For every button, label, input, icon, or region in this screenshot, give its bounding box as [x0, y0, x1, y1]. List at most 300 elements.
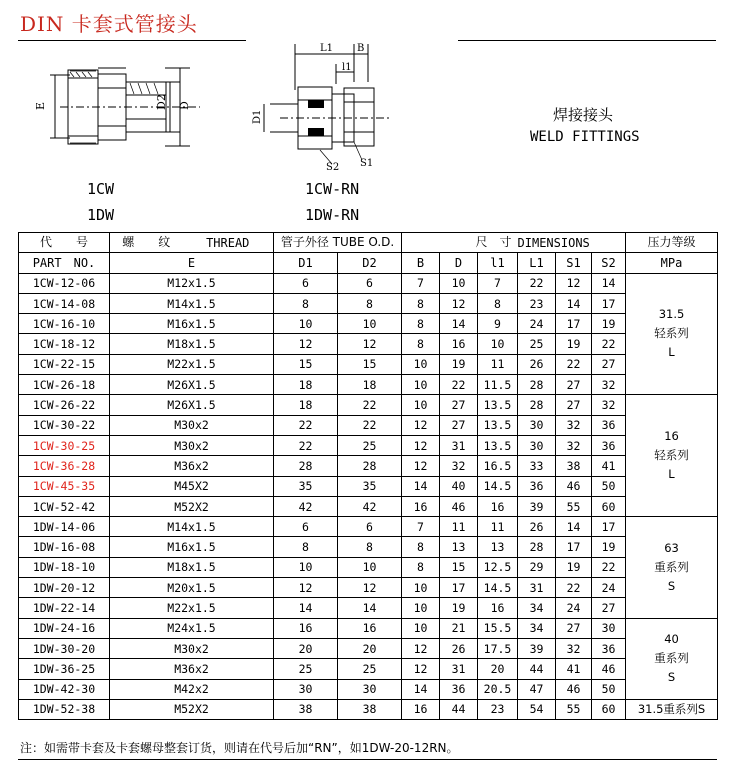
- cell-s1: 41: [556, 659, 592, 679]
- table-row: [19, 679, 718, 699]
- cell-d1: 30: [274, 679, 338, 699]
- cell-s2: 22: [592, 334, 626, 354]
- pressure-series: 轻系列: [654, 448, 689, 463]
- cell-l1: 44: [518, 659, 556, 679]
- cell-l1: 26: [518, 354, 556, 374]
- cell-thread: M16x1.5: [110, 537, 274, 557]
- cell-l1: 30: [518, 435, 556, 455]
- cell-l1s: 16: [478, 496, 518, 516]
- header-l1-small: l1: [478, 253, 518, 273]
- header-s1: S1: [556, 253, 592, 273]
- cell-s1: 32: [556, 415, 592, 435]
- dim-d1-label: D1: [252, 109, 263, 124]
- cell-s1: 55: [556, 699, 592, 719]
- cell-d: 15: [440, 557, 478, 577]
- cell-s2: 30: [592, 618, 626, 638]
- cell-d1: 18: [274, 375, 338, 395]
- cell-l1s: 10: [478, 334, 518, 354]
- cell-l1: 47: [518, 679, 556, 699]
- cell-s1: 12: [556, 273, 592, 293]
- cell-thread: M18x1.5: [110, 334, 274, 354]
- cell-part: 1CW-45-35: [19, 476, 110, 496]
- dim-b-label: B: [357, 43, 365, 54]
- table-row: [19, 314, 718, 334]
- cell-s1: 55: [556, 496, 592, 516]
- table-row: [19, 273, 718, 293]
- cell-l1: 26: [518, 517, 556, 537]
- cell-s1: 46: [556, 476, 592, 496]
- pressure-group-cell: [626, 273, 718, 395]
- cell-d2: 16: [338, 618, 402, 638]
- cell-part: 1DW-42-30: [19, 679, 110, 699]
- cell-l1s: 15.5: [478, 618, 518, 638]
- header-b: B: [402, 253, 440, 273]
- cell-s1: 14: [556, 517, 592, 537]
- cell-part: 1CW-18-12: [19, 334, 110, 354]
- cell-d2: 25: [338, 435, 402, 455]
- cell-thread: M30x2: [110, 415, 274, 435]
- header-dims-cn: 尺 寸: [402, 233, 518, 253]
- cell-d2: 25: [338, 659, 402, 679]
- cell-d2: 18: [338, 375, 402, 395]
- table-row: [19, 354, 718, 374]
- cell-thread: M18x1.5: [110, 557, 274, 577]
- pressure-mpa: 31.5重系列S: [637, 701, 706, 716]
- header-d1: D1: [274, 253, 338, 273]
- cell-d: 31: [440, 659, 478, 679]
- cell-l1: 33: [518, 456, 556, 476]
- cell-l1: 28: [518, 375, 556, 395]
- cell-s1: 27: [556, 395, 592, 415]
- cell-d: 19: [440, 598, 478, 618]
- table-row: [19, 699, 718, 719]
- header-s2: S2: [592, 253, 626, 273]
- header-part-no: PART NO.: [19, 253, 110, 273]
- cell-s1: 32: [556, 638, 592, 658]
- cell-thread: M24x1.5: [110, 618, 274, 638]
- cell-l1s: 8: [478, 293, 518, 313]
- dim-s2-label: S2: [326, 162, 340, 172]
- weld-fittings-en: WELD FITTINGS: [530, 129, 640, 145]
- pressure-group-cell: [626, 699, 718, 719]
- cell-l1: 25: [518, 334, 556, 354]
- pressure-series: 重系列: [654, 651, 689, 666]
- header-e: E: [110, 253, 274, 273]
- cell-d2: 12: [338, 578, 402, 598]
- cell-s1: 22: [556, 578, 592, 598]
- fitting-drawing-2: [250, 42, 400, 172]
- dim-d-label: D: [178, 101, 191, 110]
- weld-fittings-cn: 焊接接头: [553, 106, 614, 124]
- dim-s1-label: S1: [360, 158, 374, 169]
- cell-l1s: 23: [478, 699, 518, 719]
- cell-l1: 29: [518, 557, 556, 577]
- cell-s2: 60: [592, 699, 626, 719]
- pressure-letter: S: [667, 578, 676, 593]
- cell-s2: 36: [592, 415, 626, 435]
- cell-b: 10: [402, 578, 440, 598]
- cell-d2: 22: [338, 415, 402, 435]
- cell-l1: 54: [518, 699, 556, 719]
- cell-l1: 24: [518, 314, 556, 334]
- cell-part: 1CW-14-08: [19, 293, 110, 313]
- cell-thread: M42x2: [110, 679, 274, 699]
- cell-s2: 32: [592, 395, 626, 415]
- cell-part: 1CW-26-22: [19, 395, 110, 415]
- cell-s1: 27: [556, 375, 592, 395]
- cell-d1: 16: [274, 618, 338, 638]
- table-row: [19, 435, 718, 455]
- cell-d: 32: [440, 456, 478, 476]
- cell-s2: 41: [592, 456, 626, 476]
- cell-d: 11: [440, 517, 478, 537]
- pressure-letter: L: [668, 345, 675, 360]
- table-row: [19, 557, 718, 577]
- cell-part: 1CW-22-15: [19, 354, 110, 374]
- cell-d1: 15: [274, 354, 338, 374]
- table-row: [19, 415, 718, 435]
- pressure-letter: S: [667, 670, 676, 685]
- cell-part: 1DW-20-12: [19, 578, 110, 598]
- cell-d: 10: [440, 273, 478, 293]
- cell-s2: 14: [592, 273, 626, 293]
- cell-l1s: 20: [478, 659, 518, 679]
- table-row: [19, 395, 718, 415]
- cell-part: 1DW-24-16: [19, 618, 110, 638]
- cell-part: 1DW-14-06: [19, 517, 110, 537]
- table-row: [19, 578, 718, 598]
- cell-b: 16: [402, 496, 440, 516]
- cell-d1: 6: [274, 273, 338, 293]
- cell-s2: 36: [592, 435, 626, 455]
- cell-b: 7: [402, 273, 440, 293]
- cell-s1: 22: [556, 354, 592, 374]
- cell-part: 1CW-30-25: [19, 435, 110, 455]
- cell-part: 1CW-12-06: [19, 273, 110, 293]
- cell-d1: 22: [274, 415, 338, 435]
- cell-thread: M36x2: [110, 659, 274, 679]
- cell-thread: M14x1.5: [110, 293, 274, 313]
- pressure-mpa: 63: [664, 540, 679, 555]
- cell-d: 17: [440, 578, 478, 598]
- cell-d2: 12: [338, 334, 402, 354]
- cell-b: 10: [402, 375, 440, 395]
- header-l1: L1: [518, 253, 556, 273]
- cell-s1: 17: [556, 314, 592, 334]
- cell-l1s: 13.5: [478, 395, 518, 415]
- cell-d1: 8: [274, 537, 338, 557]
- table-row: [19, 517, 718, 537]
- pressure-letter: L: [668, 467, 675, 482]
- cell-thread: M22x1.5: [110, 598, 274, 618]
- cell-s2: 46: [592, 659, 626, 679]
- cell-d1: 12: [274, 334, 338, 354]
- title-text: 卡套式管接头: [71, 12, 198, 36]
- cell-thread: M26X1.5: [110, 395, 274, 415]
- cell-d2: 15: [338, 354, 402, 374]
- cell-s2: 24: [592, 578, 626, 598]
- cell-s1: 32: [556, 435, 592, 455]
- cell-s1: 19: [556, 557, 592, 577]
- cell-d1: 35: [274, 476, 338, 496]
- cell-s2: 27: [592, 598, 626, 618]
- cell-d1: 42: [274, 496, 338, 516]
- header-d: D: [440, 253, 478, 273]
- cell-part: 1DW-36-25: [19, 659, 110, 679]
- cell-l1s: 13: [478, 537, 518, 557]
- fitting-drawing-1: [30, 58, 210, 153]
- cell-d: 19: [440, 354, 478, 374]
- page-title: [20, 8, 198, 37]
- cell-l1: 34: [518, 618, 556, 638]
- cell-b: 10: [402, 618, 440, 638]
- title-rule-left: [18, 40, 246, 41]
- cell-s1: 38: [556, 456, 592, 476]
- model-label-1cw: 1CW: [87, 180, 115, 198]
- cell-d2: 28: [338, 456, 402, 476]
- dim-d2-label: D2: [155, 94, 168, 110]
- table-row: [19, 638, 718, 658]
- footnote: 注：如需带卡套及卡套螺母整套订货，则请在代号后加“RN”，如1DW-20-12RN。: [20, 741, 459, 755]
- cell-d: 44: [440, 699, 478, 719]
- table-row: [19, 476, 718, 496]
- pressure-group-cell: [626, 618, 718, 699]
- cell-d2: 8: [338, 537, 402, 557]
- table-row: [19, 659, 718, 679]
- table-row: [19, 537, 718, 557]
- cell-d: 31: [440, 435, 478, 455]
- cell-d2: 20: [338, 638, 402, 658]
- cell-d: 16: [440, 334, 478, 354]
- cell-s2: 36: [592, 638, 626, 658]
- cell-s2: 19: [592, 314, 626, 334]
- cell-s1: 19: [556, 334, 592, 354]
- cell-l1: 30: [518, 415, 556, 435]
- table-header-row-2: [19, 253, 718, 273]
- header-dims-en: DIMENSIONS: [518, 233, 626, 253]
- cell-l1: 36: [518, 476, 556, 496]
- title-prefix: DIN: [20, 12, 65, 36]
- cell-thread: M30x2: [110, 435, 274, 455]
- cell-part: 1CW-26-18: [19, 375, 110, 395]
- cell-d2: 38: [338, 699, 402, 719]
- cell-d2: 10: [338, 557, 402, 577]
- cell-l1s: 11.5: [478, 375, 518, 395]
- cell-l1: 28: [518, 537, 556, 557]
- cell-thread: M20x1.5: [110, 578, 274, 598]
- header-d2: D2: [338, 253, 402, 273]
- header-tube-od: 管子外径 TUBE O.D.: [274, 233, 402, 253]
- pressure-mpa: 31.5: [658, 307, 685, 322]
- cell-part: 1DW-18-10: [19, 557, 110, 577]
- cell-b: 7: [402, 517, 440, 537]
- cell-b: 12: [402, 415, 440, 435]
- cell-b: 10: [402, 354, 440, 374]
- cell-s2: 32: [592, 375, 626, 395]
- table-row: [19, 375, 718, 395]
- pressure-mpa: 16: [664, 429, 679, 444]
- cell-d1: 38: [274, 699, 338, 719]
- header-code: 代 号: [19, 233, 110, 253]
- model-label-1dw: 1DW: [87, 206, 115, 224]
- cell-thread: M22x1.5: [110, 354, 274, 374]
- cell-part: 1DW-30-20: [19, 638, 110, 658]
- cell-b: 8: [402, 537, 440, 557]
- cell-b: 16: [402, 699, 440, 719]
- cell-d2: 22: [338, 395, 402, 415]
- cell-b: 8: [402, 314, 440, 334]
- cell-b: 8: [402, 334, 440, 354]
- dim-e-label: E: [34, 101, 47, 110]
- cell-s2: 17: [592, 293, 626, 313]
- cell-s1: 27: [556, 618, 592, 638]
- cell-b: 14: [402, 476, 440, 496]
- cell-l1s: 13.5: [478, 415, 518, 435]
- dim-l1-label: L1: [320, 43, 334, 54]
- dimensions-table: [18, 232, 718, 720]
- cell-s2: 60: [592, 496, 626, 516]
- cell-part: 1CW-30-22: [19, 415, 110, 435]
- cell-s1: 46: [556, 679, 592, 699]
- cell-s2: 17: [592, 517, 626, 537]
- cell-s2: 50: [592, 679, 626, 699]
- cell-s1: 14: [556, 293, 592, 313]
- title-rule-right: [458, 40, 716, 41]
- table-row: [19, 456, 718, 476]
- pressure-group-cell: [626, 517, 718, 618]
- cell-d: 36: [440, 679, 478, 699]
- cell-d: 14: [440, 314, 478, 334]
- cell-l1: 34: [518, 598, 556, 618]
- cell-d1: 10: [274, 314, 338, 334]
- cell-thread: M30x2: [110, 638, 274, 658]
- cell-part: 1CW-16-10: [19, 314, 110, 334]
- cell-l1s: 9: [478, 314, 518, 334]
- cell-thread: M52X2: [110, 699, 274, 719]
- cell-d1: 22: [274, 435, 338, 455]
- cell-d1: 8: [274, 293, 338, 313]
- footnote-rule: [18, 759, 717, 760]
- header-mpa: MPa: [626, 253, 718, 273]
- cell-thread: M14x1.5: [110, 517, 274, 537]
- cell-l1: 23: [518, 293, 556, 313]
- cell-d2: 35: [338, 476, 402, 496]
- cell-d1: 20: [274, 638, 338, 658]
- cell-d1: 12: [274, 578, 338, 598]
- cell-d1: 25: [274, 659, 338, 679]
- cell-s2: 50: [592, 476, 626, 496]
- cell-l1: 39: [518, 638, 556, 658]
- cell-l1s: 16: [478, 598, 518, 618]
- cell-d: 21: [440, 618, 478, 638]
- header-thread-en: THREAD: [183, 233, 274, 253]
- cell-part: 1CW-36-28: [19, 456, 110, 476]
- cell-thread: M26X1.5: [110, 375, 274, 395]
- cell-b: 12: [402, 456, 440, 476]
- cell-b: 8: [402, 293, 440, 313]
- cell-thread: M16x1.5: [110, 314, 274, 334]
- cell-thread: M45X2: [110, 476, 274, 496]
- model-label-1dw-rn: 1DW-RN: [305, 206, 360, 224]
- cell-d: 26: [440, 638, 478, 658]
- table-row: [19, 598, 718, 618]
- cell-l1s: 16.5: [478, 456, 518, 476]
- cell-d2: 6: [338, 517, 402, 537]
- cell-l1s: 7: [478, 273, 518, 293]
- pressure-group-cell: [626, 395, 718, 517]
- cell-d: 27: [440, 395, 478, 415]
- cell-d2: 42: [338, 496, 402, 516]
- cell-l1s: 11: [478, 354, 518, 374]
- cell-d: 27: [440, 415, 478, 435]
- cell-thread: M52X2: [110, 496, 274, 516]
- cell-d2: 8: [338, 293, 402, 313]
- header-pressure: 压力等级: [626, 233, 718, 253]
- cell-l1: 31: [518, 578, 556, 598]
- cell-d2: 30: [338, 679, 402, 699]
- cell-l1s: 13.5: [478, 435, 518, 455]
- table-row: [19, 293, 718, 313]
- cell-s1: 24: [556, 598, 592, 618]
- model-label-1cw-rn: 1CW-RN: [305, 180, 360, 198]
- pressure-series: 重系列: [654, 559, 689, 574]
- cell-b: 14: [402, 679, 440, 699]
- cell-d1: 14: [274, 598, 338, 618]
- dim-l1b-label: l1: [342, 62, 352, 73]
- cell-d1: 6: [274, 517, 338, 537]
- cell-b: 12: [402, 638, 440, 658]
- cell-d: 12: [440, 293, 478, 313]
- cell-l1: 22: [518, 273, 556, 293]
- cell-s2: 19: [592, 537, 626, 557]
- cell-d: 46: [440, 496, 478, 516]
- cell-l1s: 14.5: [478, 578, 518, 598]
- cell-l1s: 12.5: [478, 557, 518, 577]
- cell-l1s: 11: [478, 517, 518, 537]
- cell-d2: 14: [338, 598, 402, 618]
- cell-thread: M36x2: [110, 456, 274, 476]
- cell-s1: 17: [556, 537, 592, 557]
- table-header-row-1: [19, 233, 718, 253]
- cell-s2: 27: [592, 354, 626, 374]
- pressure-mpa: 40: [664, 632, 679, 647]
- cell-part: 1CW-52-42: [19, 496, 110, 516]
- cell-d2: 6: [338, 273, 402, 293]
- cell-l1s: 20.5: [478, 679, 518, 699]
- cell-b: 10: [402, 395, 440, 415]
- cell-thread: M12x1.5: [110, 273, 274, 293]
- cell-b: 12: [402, 659, 440, 679]
- cell-l1s: 14.5: [478, 476, 518, 496]
- pressure-series: 轻系列: [654, 326, 689, 341]
- cell-l1: 39: [518, 496, 556, 516]
- table-row: [19, 334, 718, 354]
- cell-b: 12: [402, 435, 440, 455]
- cell-part: 1DW-16-08: [19, 537, 110, 557]
- cell-l1s: 17.5: [478, 638, 518, 658]
- cell-d: 22: [440, 375, 478, 395]
- cell-b: 8: [402, 557, 440, 577]
- cell-d2: 10: [338, 314, 402, 334]
- header-thread-cn: 螺 纹: [110, 233, 183, 253]
- cell-part: 1DW-22-14: [19, 598, 110, 618]
- cell-part: 1DW-52-38: [19, 699, 110, 719]
- cell-d: 13: [440, 537, 478, 557]
- cell-d: 40: [440, 476, 478, 496]
- cell-l1: 28: [518, 395, 556, 415]
- table-row: [19, 496, 718, 516]
- cell-d1: 18: [274, 395, 338, 415]
